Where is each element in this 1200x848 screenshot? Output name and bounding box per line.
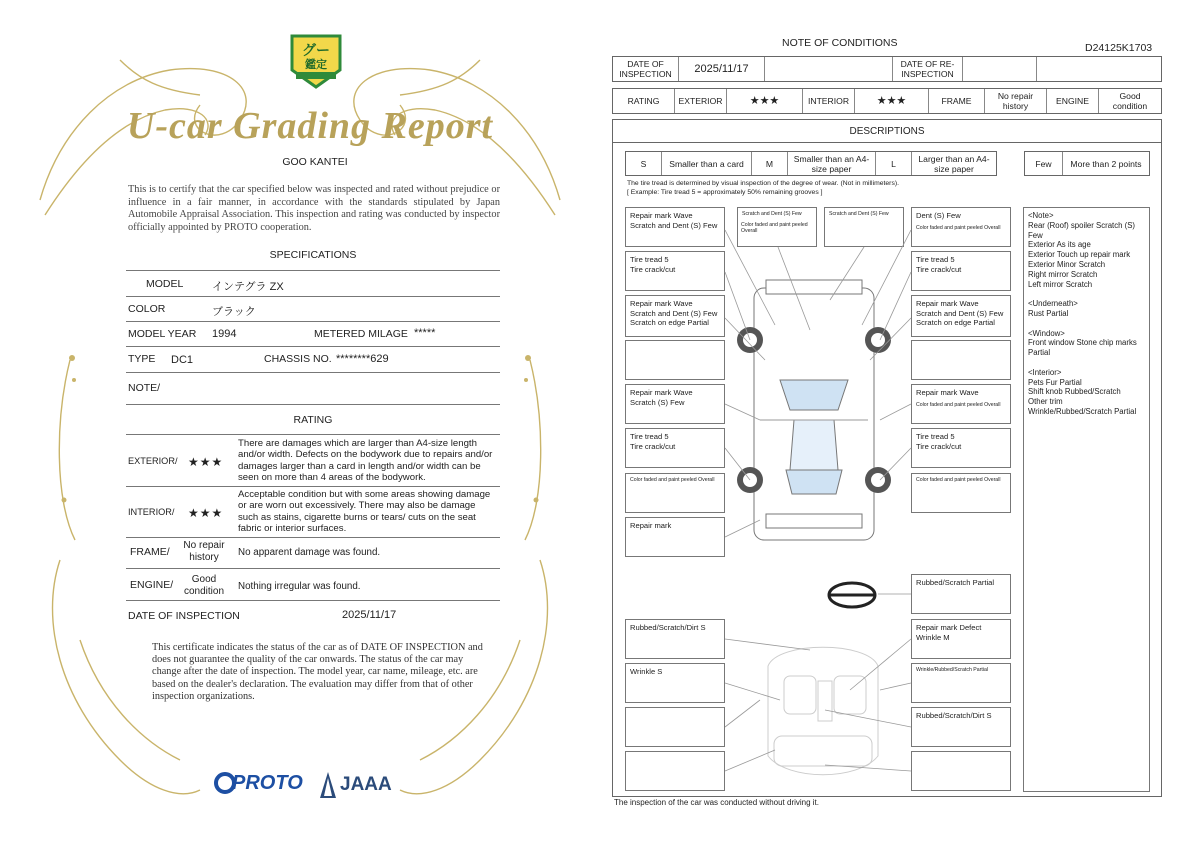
note-box-20: Repair mark Defect Wrinkle M <box>911 619 1011 659</box>
date-of-inspection-label: DATE OF INSPECTION <box>128 610 240 622</box>
date-insp-label: DATE OF INSPECTION <box>613 57 679 81</box>
note-box-8: Repair mark Wave Scratch and Dent (S) Few Scratch on edge Partial <box>911 295 1011 337</box>
engine-value: Good condition <box>1112 91 1148 111</box>
proto-logo: PROTO <box>232 772 303 794</box>
issuer-logos <box>214 770 404 800</box>
rating-header: RATING <box>293 414 333 426</box>
note-box-7: Repair mark Wave Scratch and Dent (S) Few Scratch on edge Partial <box>625 295 725 337</box>
jaaa-logo-icon <box>318 770 338 800</box>
date-reinsp-label: DATE OF RE-INSPECTION <box>893 57 963 81</box>
engine-label: ENGINE <box>1047 89 1099 113</box>
note-box-14: Tire tread 5 Tire crack/cut <box>911 428 1011 468</box>
noc-title: NOTE OF CONDITIONS <box>782 37 898 49</box>
exterior-stars: ★★★ <box>188 455 224 469</box>
note-box-15: Color faded and paint peeled Overall <box>625 473 725 513</box>
exterior-label: EXTERIOR <box>675 89 727 113</box>
chassis-label: CHASSIS NO. <box>264 353 332 365</box>
frame-label: FRAME/ <box>130 546 170 558</box>
note-box-24: Rubbed/Scratch/Dirt S <box>911 707 1011 747</box>
tire-note-1: The tire tread is determined by visual inspection of the degree of wear. (Not in millimeters). <box>627 180 899 187</box>
report-title: U-car Grading Report <box>126 105 494 147</box>
note-of-conditions <box>600 0 1200 848</box>
note-box-16: Color faded and paint peeled Overall <box>911 473 1011 513</box>
note-box-11: Repair mark Wave Scratch (S) Few <box>625 384 725 424</box>
legend-s-desc: Smaller than a card <box>662 152 752 175</box>
specifications-header: SPECIFICATIONS <box>269 249 357 261</box>
note-box-2: Scratch and Dent (S) Few <box>737 207 817 247</box>
note-box-21: Wrinkle S <box>625 663 725 703</box>
note-box-2-sub: Color faded and paint peeled Overall <box>741 222 808 235</box>
interior-label: INTERIOR <box>803 89 855 113</box>
jaaa-logo: JAAA <box>340 774 392 795</box>
interior-description: Acceptable condition but with some areas showing damage or are worn out excessively. There may also be damage such as stains, cigarette burns or tears/ cuts on the seat fabric or interior surfaces. <box>238 489 491 535</box>
model-value: インテグラ ZX <box>212 281 284 293</box>
note-box-22: Wrinkle/Rubbed/Scratch Partial <box>911 663 1011 703</box>
engine-label: ENGINE/ <box>130 579 174 591</box>
type-value: DC1 <box>171 354 194 366</box>
rating-label: RATING <box>613 89 675 113</box>
certificate-disclaimer: This certificate indicates the status of the car as of DATE OF INSPECTION and does not guarantee the quality of the car onwards. The status of the car may change after the date of inspection. The model year, car name, mileage, etc. are based on the dealer's declaration. The evaluation may differ from that of other inspection organizations. <box>152 642 483 702</box>
document-id: D24125K1703 <box>1085 42 1153 54</box>
exterior-label: EXTERIOR/ <box>128 456 178 466</box>
note-box-5: Tire tread 5 Tire crack/cut <box>625 251 725 291</box>
engine-value: Good condition <box>183 574 225 597</box>
badge-text: グー <box>302 42 330 58</box>
chassis-value: ********629 <box>336 353 389 365</box>
note-box-6: Tire tread 5 Tire crack/cut <box>911 251 1011 291</box>
legend-l-desc: Larger than an A4-size paper <box>918 153 990 174</box>
note-box-1: Repair mark Wave Scratch and Dent (S) Few <box>625 207 725 247</box>
note-box-4-sub: Color faded and paint peeled Overall <box>916 225 1001 231</box>
date-of-inspection-value: 2025/11/17 <box>342 609 397 621</box>
frame-value: No repair history <box>985 89 1047 113</box>
interior-label: INTERIOR/ <box>128 507 175 517</box>
legend-s: S <box>626 152 662 175</box>
note-box-18: Rubbed/Scratch Partial <box>911 574 1011 614</box>
legend-l: L <box>876 152 912 175</box>
goo-kantei-badge <box>288 32 344 90</box>
model-year-label: MODEL YEAR <box>128 328 197 340</box>
frame-value: No repair history <box>183 540 225 563</box>
legend-m: M <box>752 152 788 175</box>
note-box-3: Scratch and Dent (S) Few <box>824 207 904 247</box>
frame-label: FRAME <box>929 89 985 113</box>
exterior-description: There are damages which are larger than A4-size length and/or width. Defects on the bodywork due to repairs and/or damages larger than a card in length and/or width can be seen on more than 4 areas of the bodywork. <box>238 438 493 484</box>
model-year-value: 1994 <box>212 328 237 340</box>
legend-few: Few <box>1025 152 1063 175</box>
note-box-12: Repair mark Wave <box>911 384 1011 424</box>
interior-stars: ★★★ <box>188 506 224 520</box>
descriptions-header: DESCRIPTIONS <box>612 119 1162 143</box>
note-box-19: Rubbed/Scratch/Dirt S <box>625 619 725 659</box>
inspection-footer: The inspection of the car was conducted without driving it. <box>614 798 819 807</box>
legend-m-desc: Smaller than an A4-size paper <box>788 152 876 175</box>
certification-text: This is to certify that the car specified below was inspected and rated without prejudice or influence in a fair manner, in accordance with the standards stipulated by Japan Automobile Appraisal Association. This inspection and rating was conducted by inspector officially appointed by PROTO cooperation. <box>128 184 500 233</box>
color-label: COLOR <box>128 303 166 315</box>
exterior-stars: ★★★ <box>727 89 803 113</box>
note-box-12-sub: Color faded and paint peeled Overall <box>916 402 1001 408</box>
note-box-4: Dent (S) Few <box>911 207 1011 247</box>
interior-stars: ★★★ <box>855 89 929 113</box>
badge-sub-text: 鑑定 <box>305 59 327 71</box>
type-label: TYPE <box>128 353 156 365</box>
engine-description: Nothing irregular was found. <box>238 581 361 592</box>
note-label: NOTE/ <box>128 382 161 394</box>
legend-few-desc: More than 2 points <box>1070 158 1142 169</box>
note-box-13: Tire tread 5 Tire crack/cut <box>625 428 725 468</box>
general-notes: <Note> Rear (Roof) spoiler Scratch (S) Few Exterior As its age Exterior Touch up repair mark Exterior Minor Scratch Right mirror Scratch Left mirror Scratch <Underneath> Rust Partial <Window> Front window Stone chip marks Partial <Interior> Pets Fur Partial Shift knob Rubbed/Scratch Other trim Wrinkle/Rubbed/Scratch Partial <box>1023 207 1150 792</box>
frame-description: No apparent damage was found. <box>238 547 381 558</box>
report-subtitle: GOO KANTEI <box>282 156 348 168</box>
note-box-17: Repair mark <box>625 517 725 557</box>
tire-note-2: [ Example: Tire tread 5 = approximately 50% remaining grooves ] <box>627 189 823 196</box>
model-label: MODEL <box>146 278 184 290</box>
color-value: ブラック <box>212 306 256 318</box>
milage-value: ***** <box>414 327 436 339</box>
milage-label: METERED MILAGE <box>314 328 408 340</box>
date-insp-value: 2025/11/17 <box>679 57 765 81</box>
